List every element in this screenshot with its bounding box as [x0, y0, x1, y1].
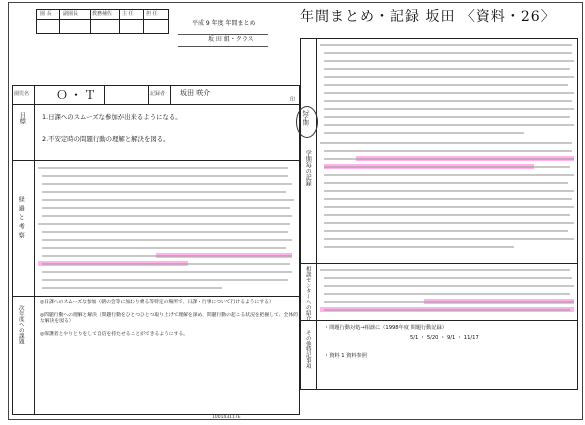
next-year-item-2: ◎問題行動への理解と解決（問題行動をひとつひとつ取り上げて理解を深め、問題行動の起こる状況を把握して、全体的な解決を図る）	[40, 312, 298, 325]
seal-mark: 印	[290, 97, 296, 103]
special-notes-label: その他特記事項	[304, 330, 311, 369]
progress-text-block	[38, 164, 296, 294]
student-name: Ｏ・Ｔ	[56, 88, 99, 102]
approval-label-assistant: 教務補佐	[92, 11, 113, 17]
term-records-text	[320, 40, 576, 262]
progress-label: 経過と考察	[17, 196, 25, 241]
footer-code: 100143117E	[212, 415, 241, 420]
goals-label: 目標	[18, 112, 26, 124]
next-year-items	[40, 300, 298, 339]
consult-text	[320, 266, 576, 318]
approval-label-vice: 副園長	[63, 11, 79, 17]
name-label: 園児名	[14, 91, 30, 97]
handwritten-title: 年間まとめ・記録 坂田 〈資料・26〉	[300, 9, 556, 25]
consult-center-label: 相談センターへの紹介	[304, 266, 311, 321]
recorder-label: 記録者	[150, 91, 166, 97]
goal-item-1: 1.日課へのスムーズな参加が出来るようになる。	[42, 113, 182, 121]
next-year-item-3: ◎保護者とやりとりをして自信を持たせることができるようにする。	[40, 332, 189, 338]
recorder-name: 坂田 咲介	[180, 89, 211, 97]
approval-label-chief: 主 任	[122, 11, 134, 17]
fiscal-year-title: 平成 9 年度 年間まとめ	[192, 20, 256, 27]
circle-mark-text: 2学期	[301, 110, 309, 126]
referral-dates: 5/1 ・ 5/20 ・ 9/1 ・ 11/17	[410, 335, 479, 341]
term-records-label: 学期毎の記録	[304, 150, 312, 186]
next-year-label: 次年度への課題	[17, 305, 24, 345]
reference-note: ・資料 1 資料参照	[324, 353, 367, 359]
referral-line: ・問題行動対処→相談に（1998年度 問題行動記録）	[324, 325, 447, 331]
approval-label-director: 園 長	[40, 11, 52, 17]
approval-label-teacher: 担 任	[146, 11, 158, 17]
goal-item-2: 2.不安定時の問題行動の理解と解決を図る。	[42, 135, 170, 143]
class-row: 坂 田 組・クラス	[208, 36, 254, 43]
next-year-item-1: ◎日課へのスムーズな参加（朝の会等に加わり乗る等特定の場所で、日課・行事について行けるようにする）	[40, 300, 274, 305]
